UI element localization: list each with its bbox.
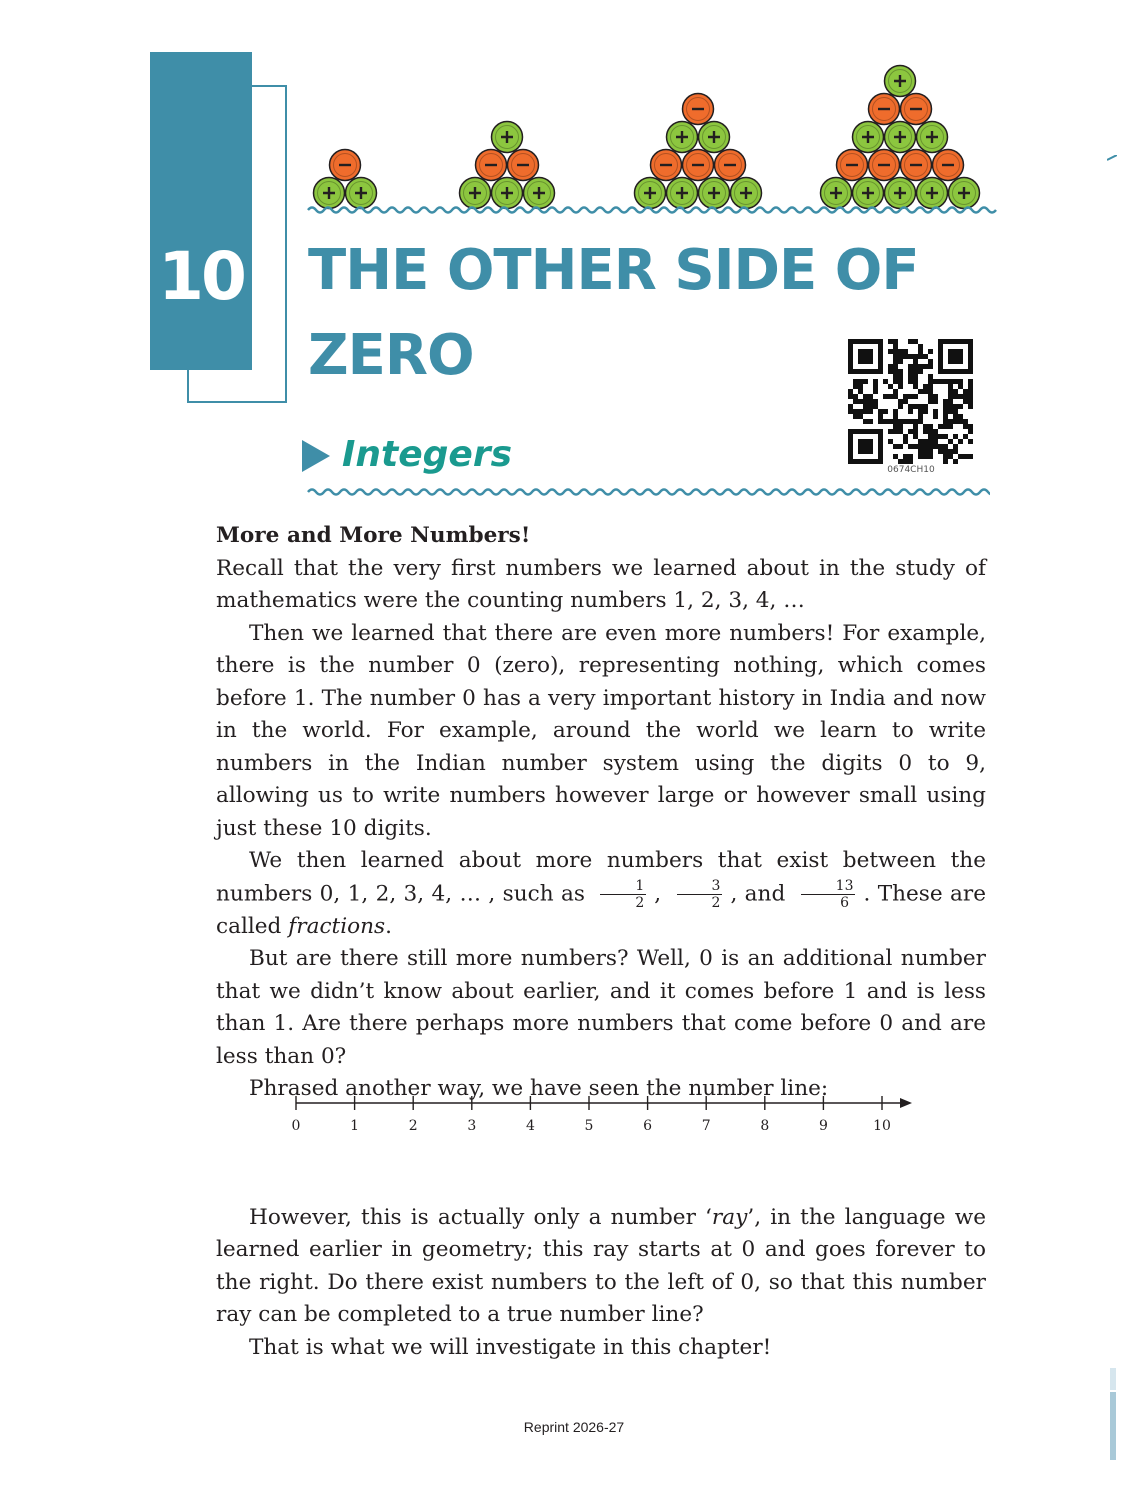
reprint-footer: Reprint 2026-27	[523, 1419, 625, 1435]
plus-token-icon	[917, 178, 948, 209]
chapter-number: 10	[158, 238, 244, 315]
plus-token-icon	[346, 178, 377, 209]
minus-token-icon	[901, 94, 932, 125]
section-heading: More and More Numbers!	[216, 523, 531, 548]
minus-token-icon	[715, 150, 746, 181]
plus-token-icon	[492, 122, 523, 153]
minus-token-icon	[508, 150, 539, 181]
minus-token-icon	[901, 150, 932, 181]
plus-token-icon	[635, 178, 666, 209]
plus-token-icon	[821, 178, 852, 209]
plus-token-icon	[699, 122, 730, 153]
chapter-title-line2: ZERO	[308, 323, 474, 388]
paragraph-1: Recall that the very first numbers we learned about in the study of mathematics were the counting numbers 1, 2, 3, 4, …	[216, 555, 986, 613]
number-line-tick-label: 10	[873, 1118, 891, 1134]
plus-token-icon	[492, 178, 523, 209]
minus-token-icon	[933, 150, 964, 181]
minus-token-icon	[869, 150, 900, 181]
paragraph-5: Phrased another way, we have seen the number line:	[249, 1076, 829, 1101]
number-line-tick-label: 9	[818, 1118, 828, 1134]
minus-token-icon	[683, 150, 714, 181]
number-line-tick-label: 0	[291, 1118, 301, 1134]
minus-token-icon	[683, 94, 714, 125]
plus-token-icon	[667, 178, 698, 209]
play-arrow-icon	[302, 440, 330, 472]
paragraph-7: That is what we will investigate in this chapter!	[249, 1334, 772, 1360]
number-ray-figure	[280, 1090, 920, 1140]
number-line-tick-label: 4	[525, 1118, 535, 1134]
number-line-tick-label: 5	[584, 1118, 594, 1134]
plus-token-icon	[314, 178, 345, 209]
page-edge-bar	[1110, 1368, 1116, 1390]
page-edge-mark	[1107, 155, 1117, 161]
wave-divider-bottom	[300, 482, 990, 502]
chapter-title-line1: THE OTHER SIDE OF	[308, 238, 919, 303]
fraction-one-half: $\frac{1}{2}$	[600, 878, 646, 911]
qr-code[interactable]	[838, 325, 984, 475]
plus-token-icon	[885, 66, 916, 97]
number-line-tick-label: 7	[701, 1118, 711, 1134]
plus-token-icon	[460, 178, 491, 209]
number-line-tick-label: 6	[643, 1118, 653, 1134]
plus-token-icon	[949, 178, 980, 209]
plus-token-icon	[524, 178, 555, 209]
plus-token-icon	[853, 122, 884, 153]
qr-code-label: 0674CH10	[887, 465, 935, 475]
number-line-tick-label: 8	[760, 1118, 770, 1134]
plus-token-icon	[667, 122, 698, 153]
minus-token-icon	[869, 94, 900, 125]
minus-token-icon	[476, 150, 507, 181]
paragraph-2: Then we learned that there are even more numbers! For example, there is the number 0 (zero), representing nothing, which comes before 1. The number 0 has a very important history in India and now in the world. For example, around the world we learn to write numbers in the Indian number system using the digits 0 to 9, allowing us to write numbers however large or however small using just these 10 digits.	[216, 620, 986, 841]
paragraph-3-text: We then learned about more numbers that exist between the numbers 0, 1, 2, 3, 4, … , such as	[216, 848, 986, 906]
token-stacks-illustration	[300, 60, 1000, 220]
chapter-number-block	[150, 52, 252, 370]
fraction-thirteen-sixths: $\frac{13}{6}$	[801, 878, 856, 911]
minus-token-icon	[330, 150, 361, 181]
minus-token-icon	[651, 150, 682, 181]
paragraph-3: We then learned about more numbers that exist between the numbers 0, 1, 2, 3, 4, … , such as $\frac{1}{2}$ , $\frac{3}{2}$ , and $\frac{13}{6}$ . These are called fractions.	[216, 848, 986, 939]
chapter-body	[216, 520, 986, 1364]
wave-divider-top	[308, 208, 996, 213]
paragraph-4: But are there still more numbers? Well, 0 is an additional number that we didn’t know about earlier, and it comes before 1 and is less than 1. Are there perhaps more numbers that come before 0 and are less than 0?	[216, 946, 986, 1069]
number-line-tick-label: 2	[408, 1118, 418, 1134]
term-ray: ray	[711, 1204, 748, 1230]
plus-token-icon	[885, 178, 916, 209]
number-line-tick-label: 1	[350, 1118, 360, 1134]
number-line-tick-label: 3	[467, 1118, 477, 1134]
term-fractions: fractions	[288, 913, 386, 939]
paragraph-6: However, this is actually only a number ‘ray’, in the language we learned earlier in geometry; this ray starts at 0 and goes forever to the right. Do there exist numbers to the left of 0, so that this number ray can be completed to a true number line?	[216, 1204, 986, 1327]
plus-token-icon	[731, 178, 762, 209]
arrow-right-icon	[900, 1098, 912, 1108]
fraction-three-halves: $\frac{3}{2}$	[677, 878, 723, 911]
plus-token-icon	[885, 122, 916, 153]
plus-token-icon	[853, 178, 884, 209]
minus-token-icon	[837, 150, 868, 181]
plus-token-icon	[917, 122, 948, 153]
chapter-subtitle: Integers	[342, 434, 513, 475]
plus-token-icon	[699, 178, 730, 209]
